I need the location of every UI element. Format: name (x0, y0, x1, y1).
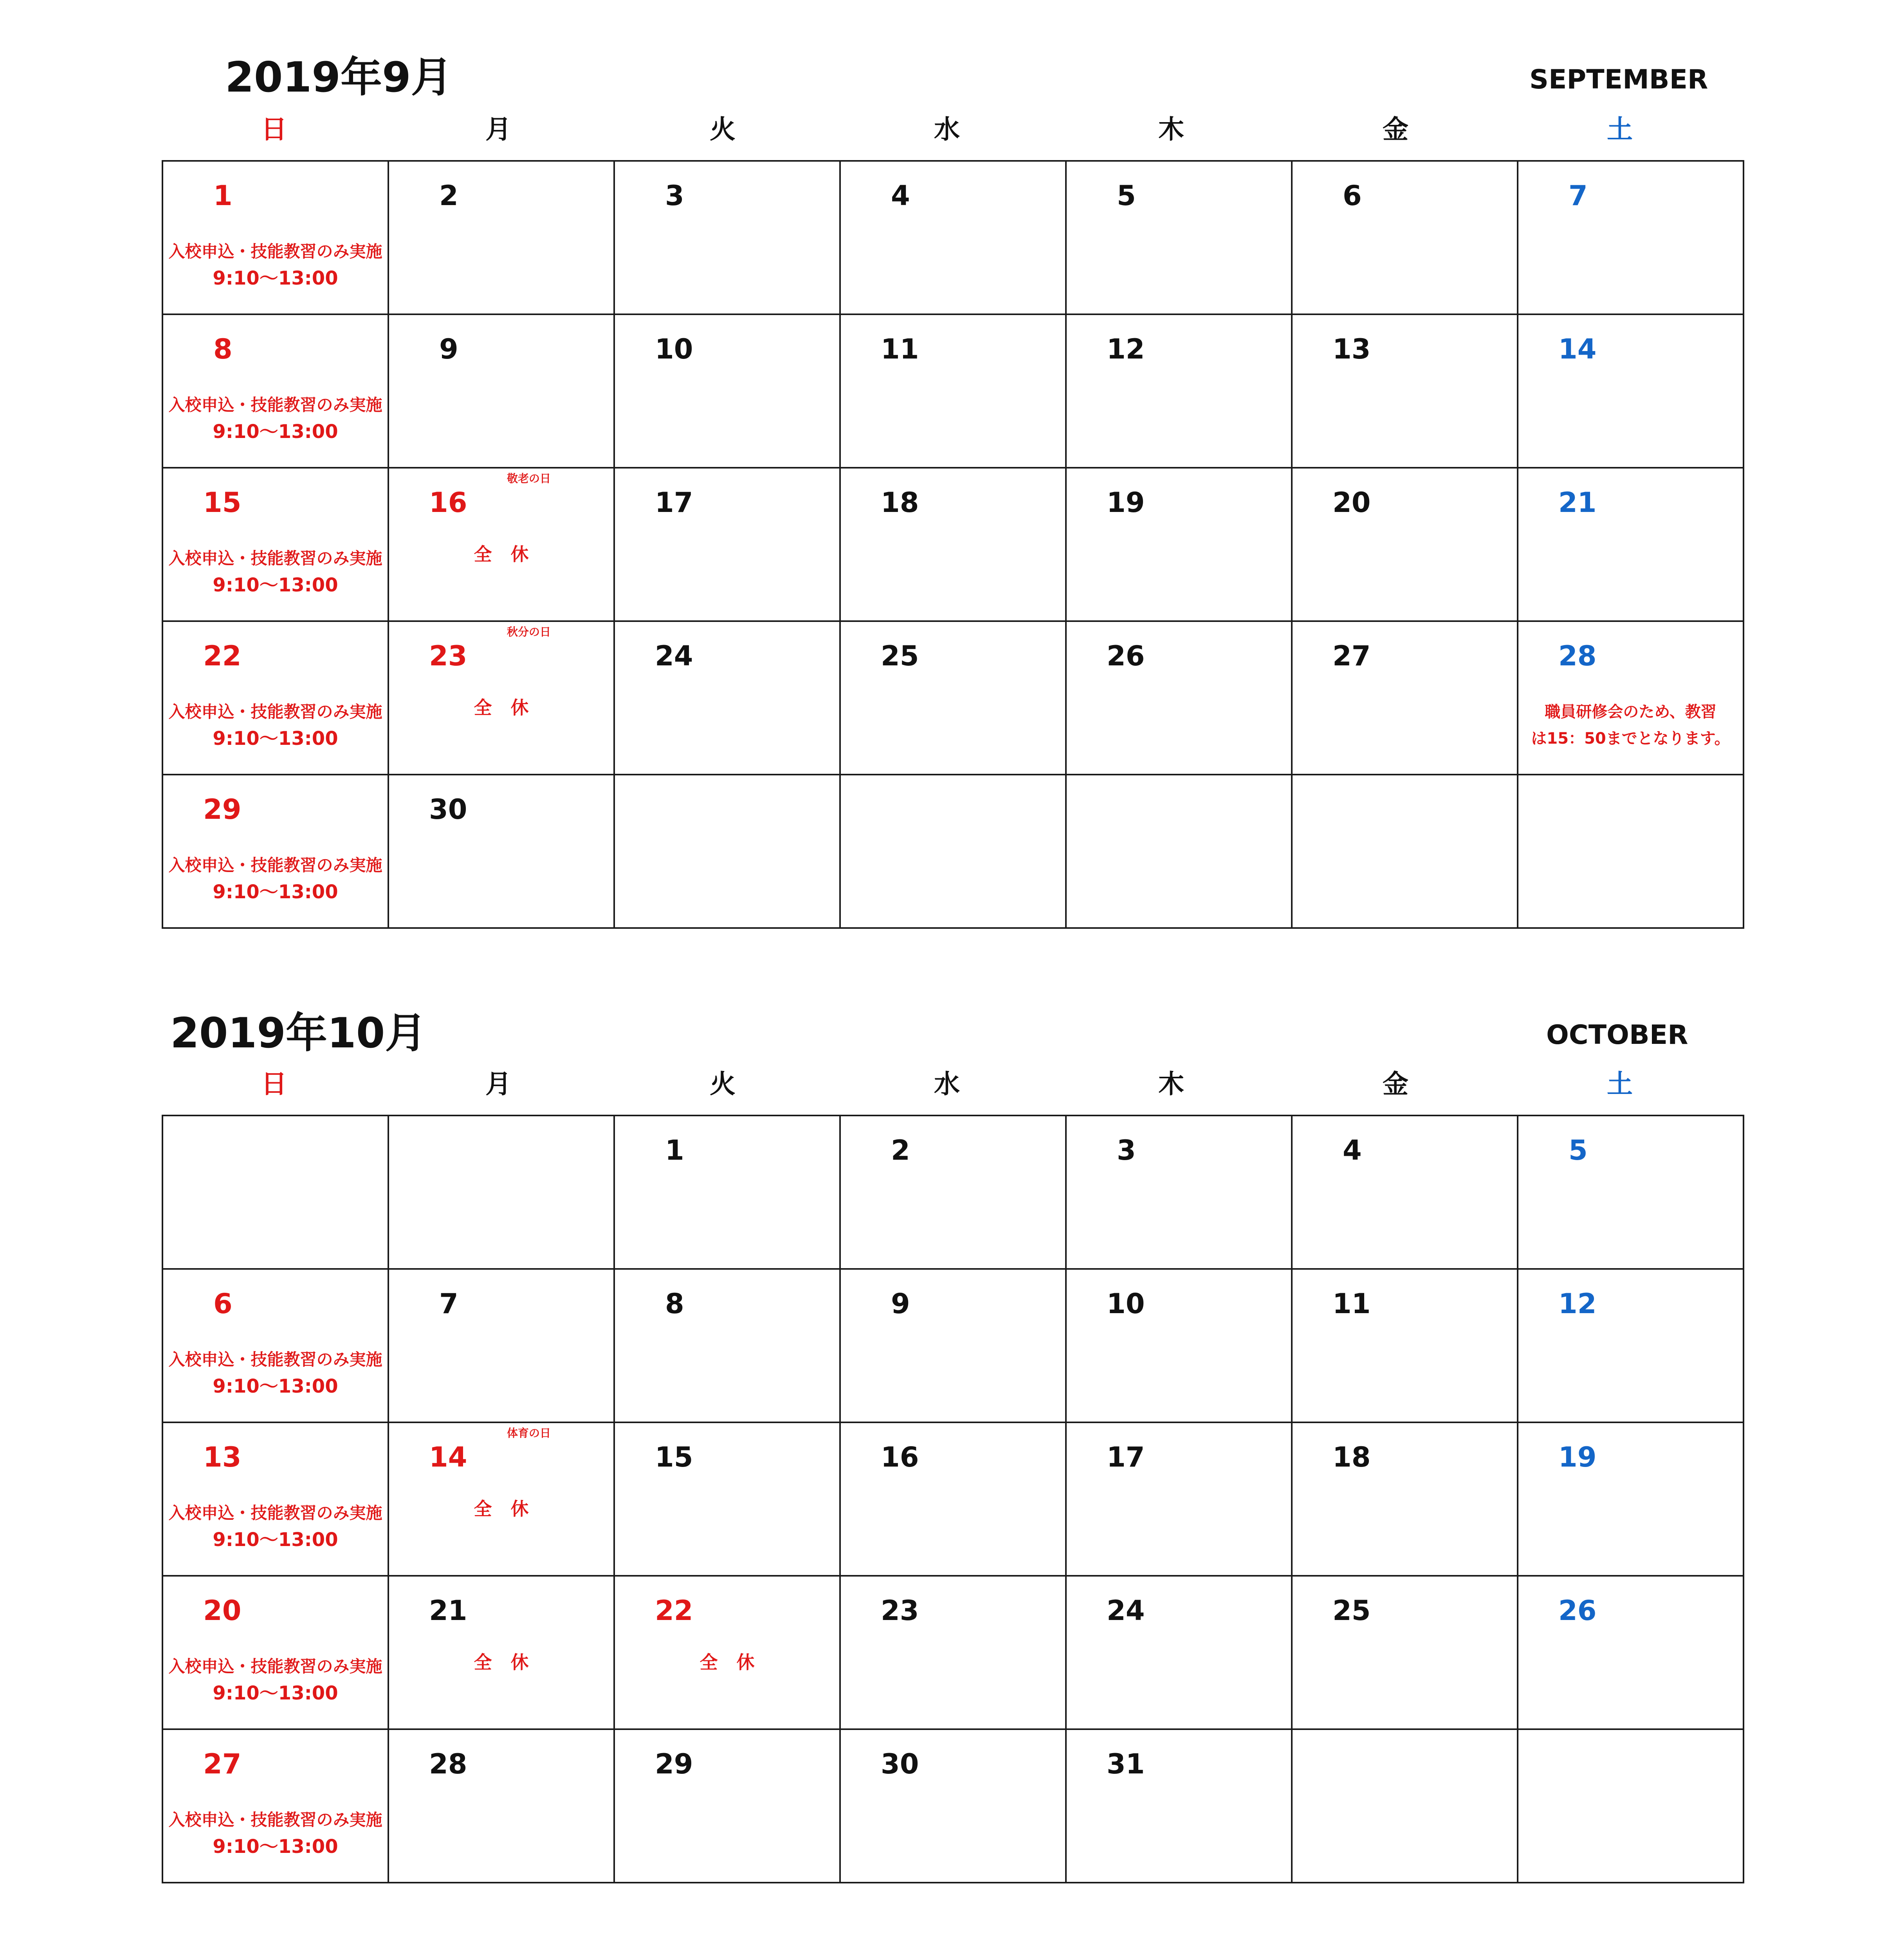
note-line-2: 9:10～13:00 (213, 574, 338, 596)
day-cell[interactable] (388, 1115, 614, 1269)
schedule-note (163, 392, 388, 445)
note-line-2: 9:10～13:00 (213, 1682, 338, 1704)
day-cell[interactable] (388, 468, 614, 621)
closed-char: 全 (474, 1498, 492, 1519)
day-number: 2 (891, 1134, 910, 1166)
weekday-label: 月 (485, 114, 511, 144)
weekday-label: 水 (934, 1069, 960, 1099)
day-cell[interactable] (1066, 161, 1292, 314)
weekday-label: 水 (934, 114, 960, 144)
note-line-2: 9:10～13:00 (213, 267, 338, 289)
closed-char: 全 (474, 544, 492, 565)
closed-char: 休 (510, 544, 529, 565)
note-line-1: 入校申込・技能教習のみ実施 (168, 395, 382, 414)
day-number: 13 (1332, 333, 1371, 365)
day-number: 20 (203, 1595, 242, 1627)
day-number: 28 (1558, 640, 1597, 672)
closed-label (389, 1653, 613, 1671)
day-cell[interactable] (840, 161, 1066, 314)
closed-char: 休 (510, 1652, 529, 1673)
day-cell[interactable] (1292, 1422, 1518, 1576)
note-line-1: 入校申込・技能教習のみ実施 (168, 1657, 382, 1676)
closed-char: 休 (736, 1652, 755, 1673)
day-number: 30 (429, 793, 467, 825)
day-number: 14 (1558, 333, 1597, 365)
day-cell[interactable] (162, 1269, 388, 1422)
week-row (162, 468, 1744, 621)
day-cell[interactable] (614, 1115, 840, 1269)
day-cell[interactable] (388, 1576, 614, 1729)
day-number: 8 (665, 1288, 684, 1320)
schedule-note (163, 1346, 388, 1400)
day-cell[interactable] (1518, 775, 1744, 928)
day-number: 21 (429, 1595, 467, 1627)
note-line-1: 入校申込・技能教習のみ実施 (168, 1503, 382, 1523)
weekday-label: 金 (1383, 114, 1408, 144)
month-english: OCTOBER (1546, 1020, 1688, 1051)
note-line-2: 9:10～13:00 (213, 728, 338, 750)
day-cell[interactable] (162, 1729, 388, 1883)
day-number: 12 (1107, 333, 1145, 365)
day-cell[interactable] (1066, 1729, 1292, 1883)
day-cell[interactable] (614, 1422, 840, 1576)
day-number: 5 (1117, 180, 1136, 212)
week-row (162, 775, 1744, 928)
day-number: 16 (429, 487, 467, 519)
day-number: 19 (1107, 487, 1145, 519)
weekday-label: 土 (1607, 114, 1633, 144)
calendar-grid (162, 160, 1744, 929)
day-number: 12 (1558, 1288, 1597, 1320)
day-number: 22 (655, 1595, 693, 1627)
day-cell[interactable] (162, 1115, 388, 1269)
day-cell[interactable] (162, 621, 388, 775)
schedule-note (163, 545, 388, 598)
closed-label (389, 1500, 613, 1518)
note-line-1: 入校申込・技能教習のみ実施 (168, 242, 382, 261)
day-number: 14 (429, 1441, 467, 1473)
week-row (162, 1115, 1744, 1269)
day-cell[interactable] (388, 621, 614, 775)
weekday-label: 火 (710, 114, 736, 144)
day-cell[interactable] (840, 1576, 1066, 1729)
closed-label (615, 1653, 839, 1671)
day-cell[interactable] (1292, 1269, 1518, 1422)
note-line-1: 入校申込・技能教習のみ実施 (168, 702, 382, 721)
schedule-note (163, 1653, 388, 1707)
day-number: 3 (665, 180, 684, 212)
closed-char: 休 (510, 697, 529, 718)
day-number: 11 (881, 333, 919, 365)
schedule-note (163, 699, 388, 752)
day-cell[interactable] (614, 468, 840, 621)
closed-char: 全 (474, 697, 492, 718)
closed-label (389, 699, 613, 717)
closed-char: 全 (474, 1652, 492, 1673)
day-cell[interactable] (1292, 1729, 1518, 1883)
closed-char: 全 (700, 1652, 718, 1673)
day-number: 5 (1569, 1134, 1588, 1166)
day-cell[interactable] (1518, 1422, 1744, 1576)
weekday-label: 日 (261, 114, 287, 144)
day-number: 28 (429, 1748, 467, 1780)
day-cell[interactable] (840, 621, 1066, 775)
day-number: 13 (203, 1441, 242, 1473)
week-row (162, 1729, 1744, 1883)
day-number: 9 (439, 333, 458, 365)
day-number: 15 (203, 487, 242, 519)
note-line-1: 職員研修会のため、教習 (1545, 703, 1716, 721)
day-number: 24 (1107, 1595, 1145, 1627)
day-cell[interactable] (614, 1269, 840, 1422)
day-number: 6 (213, 1288, 233, 1320)
day-cell[interactable] (162, 468, 388, 621)
day-cell[interactable] (162, 314, 388, 468)
day-cell[interactable] (1518, 1115, 1744, 1269)
day-number: 10 (655, 333, 693, 365)
day-cell[interactable] (840, 314, 1066, 468)
day-cell[interactable] (388, 1422, 614, 1576)
day-cell[interactable] (614, 314, 840, 468)
day-number: 25 (881, 640, 919, 672)
day-cell[interactable] (1292, 621, 1518, 775)
day-cell[interactable] (614, 621, 840, 775)
day-cell[interactable] (1518, 1269, 1744, 1422)
weekday-label: 木 (1158, 1069, 1184, 1099)
day-cell[interactable] (1292, 468, 1518, 621)
note-line-1: 入校申込・技能教習のみ実施 (168, 856, 382, 875)
closed-char: 休 (510, 1498, 529, 1519)
day-cell[interactable] (1066, 314, 1292, 468)
day-cell[interactable] (1518, 1576, 1744, 1729)
day-cell[interactable] (1518, 621, 1744, 775)
day-number: 31 (1107, 1748, 1145, 1780)
week-row (162, 1422, 1744, 1576)
weekday-label: 日 (261, 1069, 287, 1099)
day-cell[interactable] (1066, 1422, 1292, 1576)
note-line-2: 9:10～13:00 (213, 881, 338, 903)
day-number: 8 (213, 333, 233, 365)
schedule-note (163, 1500, 388, 1553)
holiday-name: 敬老の日 (507, 472, 551, 485)
day-cell[interactable] (1292, 775, 1518, 928)
day-number: 27 (1332, 640, 1371, 672)
day-number: 23 (429, 640, 467, 672)
day-number: 20 (1332, 487, 1371, 519)
day-number: 26 (1558, 1595, 1597, 1627)
day-number: 19 (1558, 1441, 1597, 1473)
day-number: 25 (1332, 1595, 1371, 1627)
day-number: 27 (203, 1748, 242, 1780)
day-number: 22 (203, 640, 242, 672)
week-row (162, 314, 1744, 468)
calendar-grid (162, 1115, 1744, 1883)
note-line-1: 入校申込・技能教習のみ実施 (168, 549, 382, 568)
day-cell[interactable] (1292, 1115, 1518, 1269)
day-number: 16 (881, 1441, 919, 1473)
day-number: 1 (213, 180, 233, 212)
day-cell[interactable] (614, 775, 840, 928)
month-title: 2019年9月 (225, 53, 453, 101)
day-cell[interactable] (162, 775, 388, 928)
day-cell[interactable] (1066, 468, 1292, 621)
schedule-note (163, 1807, 388, 1860)
day-cell[interactable] (614, 161, 840, 314)
day-cell[interactable] (1518, 468, 1744, 621)
day-number: 18 (881, 487, 919, 519)
day-cell[interactable] (1066, 1269, 1292, 1422)
weekday-label: 木 (1158, 114, 1184, 144)
day-cell[interactable] (388, 161, 614, 314)
day-number: 9 (891, 1288, 910, 1320)
day-number: 7 (439, 1288, 458, 1320)
day-cell[interactable] (840, 468, 1066, 621)
day-cell[interactable] (840, 1422, 1066, 1576)
day-number: 17 (1107, 1441, 1145, 1473)
weekday-label: 火 (710, 1069, 736, 1099)
week-row (162, 1269, 1744, 1422)
note-line-2: 9:10～13:00 (213, 1836, 338, 1858)
day-number: 23 (881, 1595, 919, 1627)
day-cell[interactable] (840, 775, 1066, 928)
day-cell[interactable] (840, 1115, 1066, 1269)
day-number: 17 (655, 487, 693, 519)
day-cell[interactable] (614, 1729, 840, 1883)
day-number: 10 (1107, 1288, 1145, 1320)
weekday-label: 月 (485, 1069, 511, 1099)
day-cell[interactable] (1292, 314, 1518, 468)
day-cell[interactable] (614, 1576, 840, 1729)
day-cell[interactable] (388, 1729, 614, 1883)
note-line-2: は15：50までとなります。 (1531, 730, 1730, 748)
day-number: 15 (655, 1441, 693, 1473)
holiday-name: 体育の日 (507, 1427, 551, 1440)
schedule-note (1518, 699, 1743, 752)
day-number: 29 (655, 1748, 693, 1780)
day-cell[interactable] (162, 161, 388, 314)
day-number: 7 (1569, 180, 1588, 212)
day-number: 2 (439, 180, 458, 212)
note-line-1: 入校申込・技能教習のみ実施 (168, 1810, 382, 1829)
day-number: 1 (665, 1134, 684, 1166)
day-cell[interactable] (1066, 1115, 1292, 1269)
note-line-2: 9:10～13:00 (213, 1529, 338, 1551)
day-number: 4 (1343, 1134, 1362, 1166)
day-number: 6 (1343, 180, 1362, 212)
day-cell[interactable] (1066, 1576, 1292, 1729)
day-cell[interactable] (162, 1422, 388, 1576)
note-line-2: 9:10～13:00 (213, 1375, 338, 1397)
day-cell[interactable] (840, 1269, 1066, 1422)
day-cell[interactable] (388, 775, 614, 928)
day-cell[interactable] (388, 1269, 614, 1422)
day-number: 29 (203, 793, 242, 825)
day-number: 21 (1558, 487, 1597, 519)
weekday-label: 土 (1607, 1069, 1633, 1099)
day-cell[interactable] (840, 1729, 1066, 1883)
closed-label (389, 545, 613, 563)
week-row (162, 161, 1744, 314)
month-english: SEPTEMBER (1529, 64, 1708, 95)
day-cell[interactable] (162, 1576, 388, 1729)
day-number: 11 (1332, 1288, 1371, 1320)
note-line-2: 9:10～13:00 (213, 421, 338, 443)
day-cell[interactable] (388, 314, 614, 468)
day-cell[interactable] (1292, 161, 1518, 314)
day-number: 30 (881, 1748, 919, 1780)
holiday-name: 秋分の日 (507, 625, 551, 638)
schedule-note (163, 852, 388, 905)
schedule-note (163, 238, 388, 292)
month-title: 2019年10月 (170, 1009, 427, 1057)
day-number: 26 (1107, 640, 1145, 672)
day-cell[interactable] (1292, 1576, 1518, 1729)
day-number: 3 (1117, 1134, 1136, 1166)
day-cell[interactable] (1066, 621, 1292, 775)
day-cell[interactable] (1518, 314, 1744, 468)
day-cell[interactable] (1518, 1729, 1744, 1883)
day-number: 4 (891, 180, 910, 212)
note-line-1: 入校申込・技能教習のみ実施 (168, 1350, 382, 1369)
day-number: 18 (1332, 1441, 1371, 1473)
week-row (162, 621, 1744, 775)
weekday-label: 金 (1383, 1069, 1408, 1099)
day-number: 24 (655, 640, 693, 672)
week-row (162, 1576, 1744, 1729)
day-cell[interactable] (1518, 161, 1744, 314)
day-cell[interactable] (1066, 775, 1292, 928)
